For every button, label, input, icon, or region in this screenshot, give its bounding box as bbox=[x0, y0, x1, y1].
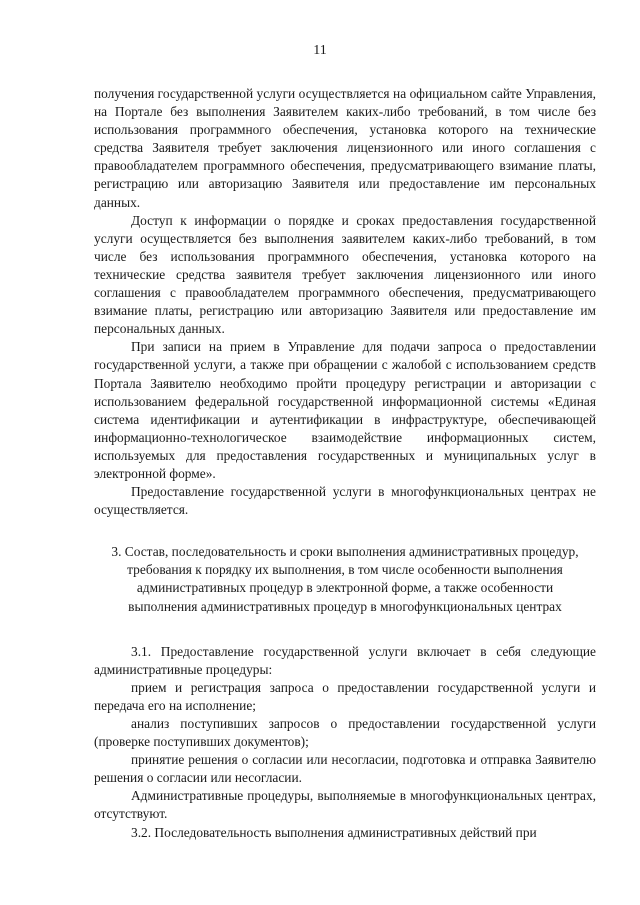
paragraph: Предоставление государственной услуги в многофункциональных центрах не осуществляется. bbox=[94, 484, 596, 518]
paragraph: При записи на прием в Управление для подачи запроса о предоставлении государственной услуги, а также при обращении с жалобой с использованием средств Портала Заявителю необходимо пройти процедуру регистрации и авторизации с использованием федеральной государственной информационной системы «Единая система идентификации и аутентификации в инфраструктуре, обеспечивающей информационно-технологическое взаимодействие информационных систем, используемых для предоставления государственных и муниципальных услуг в электронной форме». bbox=[94, 339, 596, 481]
paragraph: 3.1. Предоставление государственной услуги включает в себя следующие административные процедуры: bbox=[94, 643, 596, 677]
paragraph: 3.2. Последовательность выполнения административных действий при bbox=[131, 824, 537, 840]
paragraph: Административные процедуры, выполняемые в многофункциональных центрах, отсутствуют. bbox=[94, 788, 596, 822]
section-heading: 3. Состав, последовательность и сроки выполнения административных процедур, требования к порядку их выполнения, в том числе особенности выполнения административных процедур в электронной форме, а также особенности выполнения административных процедур в многофункциональных центрах bbox=[111, 544, 579, 614]
list-item: принятие решения о согласии или несогласии, подготовка и отправка Заявителю решения о согласии или несогласии. bbox=[94, 752, 596, 786]
paragraph: Доступ к информации о порядке и сроках предоставления государственной услуги осуществляется без выполнения заявителем каких-либо требований, в том числе без использования программного обеспечения, установка которого на технические средства заявителя требует заключения лицензионного или иного соглашения с правообладателем программного обеспечения, предусматривающего взимание платы, регистрацию или авторизацию Заявителя или предоставление им персональных данных. bbox=[94, 212, 596, 337]
list-item: анализ поступивших запросов о предоставлении государственной услуги (проверке поступивших документов); bbox=[94, 716, 596, 750]
document-body bbox=[94, 85, 596, 842]
page-number: 11 bbox=[313, 43, 327, 58]
paragraph: получения государственной услуги осуществляется на официальном сайте Управления, на Портале без выполнения Заявителем каких-либо требований, в том числе без использования программного обеспечения, установка которого на технические средства Заявителя требует заключения лицензионного или иного соглашения с правообладателем программного обеспечения, предусматривающего взимание платы, регистрацию или авторизацию Заявителя или предоставление им персональных данных. bbox=[94, 86, 596, 210]
list-item: прием и регистрация запроса о предоставлении государственной услуги и передача его на исполнение; bbox=[94, 679, 596, 713]
